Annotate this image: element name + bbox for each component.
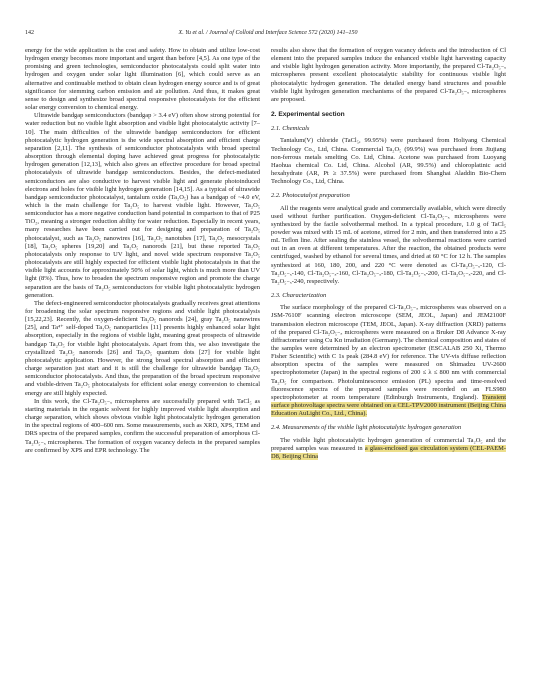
paragraph bbox=[271, 304, 506, 418]
journal-reference: X. Yu et al. / Journal of Colloid and Interface Science 572 (2020) 141–150 bbox=[178, 30, 358, 36]
paragraph-text: The visible light photocatalytic hydrogen generation of commercial Ta₂O₅ and the prepared samples was measured in bbox=[271, 436, 506, 452]
subsection-heading: 2.4. Measurements of the visible light photocatalytic hydrogen generation bbox=[271, 424, 462, 432]
page-number: 142 bbox=[25, 30, 34, 36]
subsection-heading: 2.1. Chemicals bbox=[271, 125, 310, 133]
highlighted-text: a glass-enclosed gas circulation system (CEL-PAEM-D8, Beijing China bbox=[271, 444, 506, 460]
page-header bbox=[0, 0, 536, 36]
paragraph: The defect-engineered semiconductor photocatalysts gradually receives great attentions for broadening the solar spectrum responsive regions and visible light photocatalysis [15,22,23]. Recently, the oxygen-deficient Ta₂O₅ nanorods [24], gray Ta₂O₅ nanowires [25], and Ta⁴⁺ self-doped Ta₂O₅ nanoparticles [11] presents highly enhanced solar light absorption, especially in the regions of visible light, meaning great prospects of ultrawide bandgap Ta₂O₅ for visible light photocatalysis. Apart from this, we also investigate the crystallized Ta₂O₅ nanorods [26] and Ta₂O₅ quantum dots [27] for visible light photocatalytic application. However, the strong broad spectral absorption and efficient charge separation just start and it is still the challenge for ultrawide bandgap Ta₂O₅ semiconductor photocatalysts. And thus, the preparation of the broad spectrum responsive and visible-driven Ta₂O₅ photocatalysts for efficient solar energy conversion to chemical energy are still highly expected. bbox=[25, 299, 260, 397]
paragraph: Tantalum(V) chloride (TaCl₅, 99.95%) were purchased from Holiyang Chemical Technology Co., Ltd, China. Commercial Ta₂O₅ (99.9%) was purchased from Jiujiang non-ferrous metals smelting Co. Ltd, China. Acetone was purchased from Luoyang Haohua chemical Co. Ltd, China. Alcohol (AR, 99.5%) and chloroplatinic acid hexahydrate (AR, Pt ≥ 37.5%) were purchased from Shanghai Aladdin Bio-Chem Technology Co., Ltd, China. bbox=[271, 137, 506, 186]
paragraph: Ultrawide bandgap semiconductors (bandgap > 3.4 eV) often show strong potential for water reduction but no visible light absorption and visible light photocatalytic activity [7–10]. The main difficulties of the ultrawide bandgap semiconductors for efficient photocatalytic hydrogen generation is the wide spectral absorption and efficient charge separation [2,11]. The synthesis of semiconductor photocatalysts with broad spectral absorption through elemental doping have achieved great progress for photocatalytic hydrogen generation [12,13], which also gives an effective procedure for broad spectral photocatalysis of ultrawide bandgap semiconductors. Besides, the defect-mediated semiconductors are also conductive to harvest visible light and generate photoinduced electrons and holes for visible light hydrogen generation [14,15]. As a typical of ultrawide bandgap semiconductor photocatalyst, tantalum oxide (Ta₂O₅) has a bandgap of ~4.0 eV, which is the main challenge for Ta₂O₅ to harvest visible light. However, Ta₂O₅ semiconductor has a more negative conduction band potential in comparison to that of P25 TiO₂, meaning a stronger reduction ability for water reduction. Especially in recent years, many researches have been carried out for designing and preparation of Ta₂O₅ photocatalyst, such as Ta₂O₅ nanowires [16], Ta₂O₅ nanotubes [17], Ta₂O₅ mesocrystals [18], Ta₂O₅ spheres [19,20] and Ta₂O₅ nanorods [21], but these reported Ta₂O₅ photocatalysts only response to UV light, and novel wide spectrum responsive Ta₂O₅ photocatalysts are still highly expected for efficient visible light photocatalysis in that the visible light accounts for approximately 50% of solar light, which is much more than UV light (8%). Thus, how to broaden the spectrum responsive region and promote the charge separation are the basis of Ta₂O₅ semiconductors for visible light photocatalytic hydrogen generation. bbox=[25, 112, 260, 299]
subsection-heading: 2.3. Characterization bbox=[271, 292, 327, 300]
paragraph: All the reagents were analytical grade and commercially available, which were directly used without further purification. Oxygen-deficient Cl-Ta₂O₅₋ₓ microspheres were synthesized by the facile solvothermal method. In a typical procedure, 1.0 g of TaCl₅ powder was mixed with 15 mL of acetone, stirred for 2 min, and then transferred into a 25 mL Teflon line. After sealing the stainless vessel, the solvothermal reactions were carried out in an oven at different temperatures. After the reaction, the obtained products were centrifuged, washed by ethanol for several times, and dried at 60 °C for 12 h. The samples synthesized at 160, 180, 200, and 220 °C were denoted as Cl-Ta₂O₅₋ₓ-120, Cl-Ta₂O₅₋ₓ-140, Cl-Ta₂O₅₋ₓ-160, Cl-Ta₂O₅₋ₓ-180, Cl-Ta₂O₅₋ₓ-200, Cl-Ta₂O₅₋ₓ-220, and Cl-Ta₂O₅₋ₓ-240, respectively. bbox=[271, 204, 506, 285]
paragraph: energy for the wide application is the cost and safety. How to obtain and utilize low-cost hydrogen energy becomes more important and urgent than before [4,5]. As one type of the promising and green technologies, semiconductor photocatalysts could split water into hydrogen and oxygen under solar light illumination [6], which could serve as an alternative and continuable method to obtain clean hydrogen energy source and is of great significance for stemming carbon emission and air pollution. And thus, it makes great sense to design and synthesize broad spectral responsive photocatalysts for the efficient solar energy conversion to chemical energy. bbox=[25, 47, 260, 112]
subsection-heading: 2.2. Photocatalyst preparation bbox=[271, 192, 350, 200]
right-column bbox=[271, 47, 506, 461]
section-heading: 2. Experimental section bbox=[271, 111, 345, 119]
paragraph: results also show that the formation of oxygen vacancy defects and the introduction of Cl element into the prepared samples induce the enhanced visible light harvesting capacity and visible light hydrogen generation activity. More importantly, the prepared Cl-Ta₂O₅₋ₓ microspheres present excellent photocatalytic stability for continuous visible light photocatalytic hydrogen generation. The detailed energy band structures and possible visible light hydrogen generation mechanisms of the prepared Cl-Ta₂O₅₋ₓ microspheres are proposed. bbox=[271, 47, 506, 103]
left-column bbox=[25, 47, 260, 455]
highlighted-text: Transient surface photovoltage spectra were obtained on a CEL-TPV2000 instrument (Beijing China Education AuLight Co., Ltd., China). bbox=[271, 393, 506, 418]
paragraph: In this work, the Cl-Ta₂O₅₋ₓ microspheres are successfully prepared with TaCl₅ as starting materials in the organic solvent for highly improved visible light absorption and charge separation, which shows obvious visible light photocatalytic hydrogen generation in the spectral regions of 400–600 nm. Some measurements, such as XRD, XPS, TEM and DRS spectra of the prepared samples, confirm the successful preparation of amorphous Cl-Ta₂O₅₋ₓ microspheres. The formation of oxygen vacancy defects in the prepared samples are confirmed by XPS and EPR technology. The bbox=[25, 397, 260, 454]
paragraph-text: The surface morphology of the prepared Cl-Ta₂O₅₋ₓ microspheres was observed on a JSM-7610F scanning electron microscope (SEM, JEOL, Japan) and JEM2100F transmission electron microscope (TEM, JEOL, Japan). X-ray diffraction (XRD) patterns of the prepared Cl-Ta₂O₅₋ₓ microspheres were measured on a Bruker D8 Advance X-ray diffractometer using Cu Kα irradiation (Germany). The chemical composition and states of the samples were determined by an electron spectrometer (ESCALAB 250 Xi, Thermo Fisher Scientific) with C 1s peak (284.8 eV) for reference. The UV-vis diffuse reflection absorption spectra of the samples were measured on Shimadzu UV-2600 spectrophotometer (Japan) in the spectral regions of 200 ≤ λ ≤ 800 nm with commercial Ta₂O₅ for comparison. Photoluminescence emission (PL) spectra and time-resolved fluorescence spectra of the prepared samples were recorded on an FLS980 spectrophotometer at room temperature (Edinburgh Instruments, England). bbox=[271, 304, 506, 401]
paragraph bbox=[271, 437, 506, 461]
